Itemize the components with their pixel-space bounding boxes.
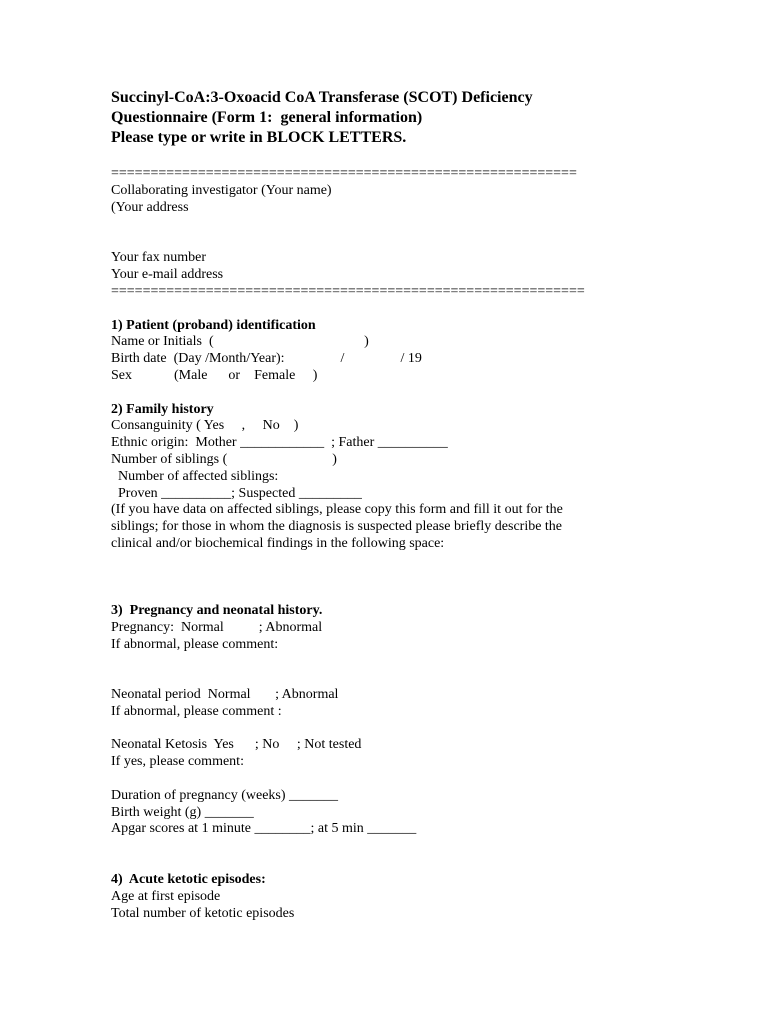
consanguinity-field: Consanguinity ( Yes , No ) [111, 418, 299, 433]
affected-siblings-label: Number of affected siblings: [111, 469, 279, 484]
ethnic-origin-field: Ethnic origin: Mother ____________ ; Father __________ [111, 435, 448, 450]
birth-date-field: Birth date (Day /Month/Year): / / 19 [111, 351, 422, 366]
fax-number-label: Your fax number [111, 250, 207, 265]
form-title-line-2: Questionnaire (Form 1: general information) [111, 109, 423, 126]
pregnancy-duration-field: Duration of pregnancy (weeks) _______ [111, 788, 339, 803]
divider-bottom: ============================================================ [111, 284, 585, 299]
neonatal-ketosis-field: Neonatal Ketosis Yes ; No ; Not tested [111, 737, 362, 752]
pregnancy-comment-label: If abnormal, please comment: [111, 637, 279, 652]
form-title-line-1: Succinyl-CoA:3-Oxoacid CoA Transferase (SCOT) Deficiency [111, 89, 533, 106]
section-4-heading: 4) Acute ketotic episodes: [111, 872, 266, 887]
pregnancy-field: Pregnancy: Normal ; Abnormal [111, 620, 323, 635]
section-2-heading: 2) Family history [111, 402, 214, 417]
patient-name-field: Name or Initials ( ) [111, 334, 369, 349]
ketosis-comment-label: If yes, please comment: [111, 754, 244, 769]
investigator-name-label: Collaborating investigator (Your name) [111, 183, 332, 198]
siblings-note-line-1: (If you have data on affected siblings, please copy this form and fill it out for the [111, 502, 563, 517]
neonatal-period-field: Neonatal period Normal ; Abnormal [111, 687, 339, 702]
neonatal-comment-label: If abnormal, please comment : [111, 704, 282, 719]
siblings-field: Number of siblings ( ) [111, 452, 337, 467]
total-episodes-label: Total number of ketotic episodes [111, 906, 295, 921]
first-episode-age-label: Age at first episode [111, 889, 221, 904]
form-title-line-3: Please type or write in BLOCK LETTERS. [111, 129, 407, 146]
siblings-note-line-3: clinical and/or biochemical findings in the following space: [111, 536, 445, 551]
divider-top: =========================================================== [111, 166, 577, 181]
email-address-label: Your e-mail address [111, 267, 224, 282]
section-3-heading: 3) Pregnancy and neonatal history. [111, 603, 323, 618]
investigator-address-label: (Your address [111, 200, 189, 215]
section-1-heading: 1) Patient (proband) identification [111, 318, 316, 333]
proven-suspected-field: Proven __________; Suspected _________ [111, 486, 362, 501]
birth-weight-field: Birth weight (g) _______ [111, 805, 254, 820]
siblings-note-line-2: siblings; for those in whom the diagnosis is suspected please briefly describe the [111, 519, 563, 534]
sex-field: Sex (Male or Female ) [111, 368, 318, 383]
apgar-scores-field: Apgar scores at 1 minute ________; at 5 min _______ [111, 821, 417, 836]
